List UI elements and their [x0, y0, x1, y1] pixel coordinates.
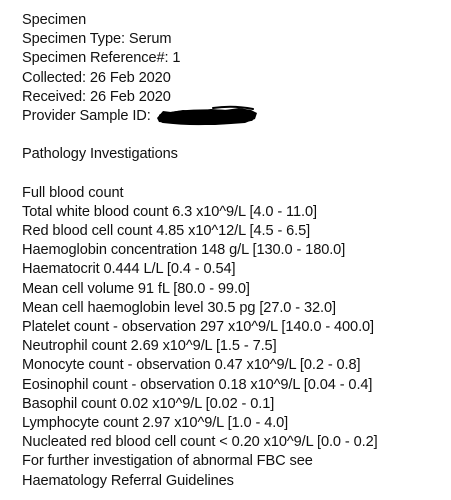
fbc-heading: Full blood count: [22, 184, 124, 201]
collected-date: Collected: 26 Feb 2020: [22, 69, 171, 86]
section-title: Pathology Investigations: [22, 146, 178, 163]
fbc-note-line-1: For further investigation of abnormal FBC see: [22, 453, 313, 470]
specimen-type: Specimen Type: Serum: [22, 31, 172, 48]
result-mean-cell-volume: Mean cell volume 91 fL [80.0 - 99.0]: [22, 280, 250, 297]
result-mean-cell-haemoglobin: Mean cell haemoglobin level 30.5 pg [27.0 - 32.0]: [22, 299, 336, 316]
result-lymphocyte-count: Lymphocyte count 2.97 x10^9/L [1.0 - 4.0]: [22, 414, 289, 431]
redaction-scribble: [151, 107, 261, 126]
result-basophil-count: Basophil count 0.02 x10^9/L [0.02 - 0.1]: [22, 395, 275, 412]
specimen-reference: Specimen Reference#: 1: [22, 50, 181, 67]
result-platelet-count: Platelet count - observation 297 x10^9/L [140.0 - 400.0]: [22, 319, 375, 335]
result-red-blood-cell-count: Red blood cell count 4.85 x10^12/L [4.5 - 6.5]: [22, 223, 311, 240]
provider-sample-id-label: Provider Sample ID:: [22, 107, 151, 124]
lab-report: [22, 11, 447, 491]
provider-sample-id: [22, 107, 447, 126]
result-eosinophil-count: Eosinophil count - observation 0.18 x10^9/L [0.04 - 0.4]: [22, 376, 373, 393]
result-haematocrit: Haematocrit 0.444 L/L [0.4 - 0.54]: [22, 261, 236, 278]
result-haemoglobin-concentration: Haemoglobin concentration 148 g/L [130.0 - 180.0]: [22, 242, 346, 259]
redaction-mark: [153, 104, 259, 128]
fbc-note-line-2: Haematology Referral Guidelines: [22, 472, 234, 489]
specimen-heading: Specimen: [22, 12, 87, 28]
result-total-white-blood-count: Total white blood count 6.3 x10^9/L [4.0 - 11.0]: [22, 203, 317, 220]
result-monocyte-count: Monocyte count - observation 0.47 x10^9/L [0.2 - 0.8]: [22, 357, 361, 374]
result-neutrophil-count: Neutrophil count 2.69 x10^9/L [1.5 - 7.5]: [22, 338, 277, 355]
received-date: Received: 26 Feb 2020: [22, 88, 171, 105]
result-nucleated-rbc-count: Nucleated red blood cell count < 0.20 x10^9/L [0.0 - 0.2]: [22, 434, 378, 451]
